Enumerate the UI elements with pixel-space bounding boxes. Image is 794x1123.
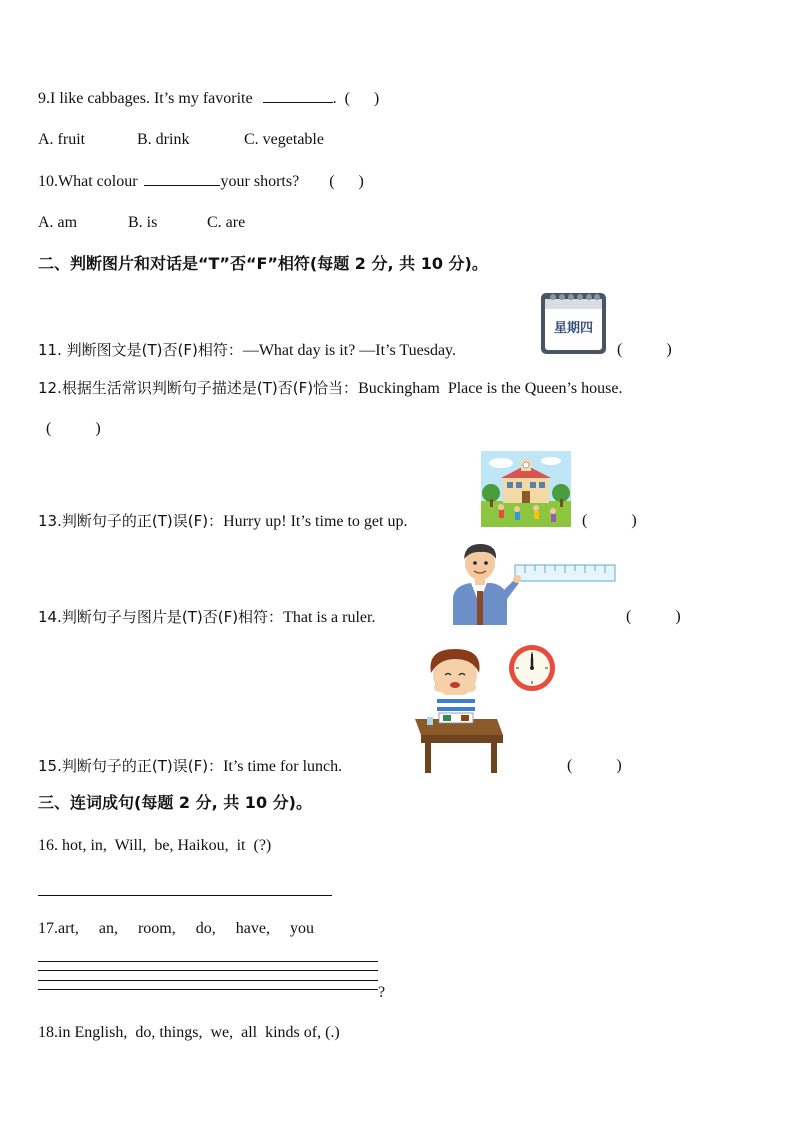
question-9: [38, 88, 379, 109]
question-13: [38, 511, 407, 532]
q11-paren[interactable]: ( ): [617, 341, 672, 358]
boy-eating-picture: [413, 645, 503, 773]
q17-question-mark: ?: [378, 984, 386, 1001]
question-18: 18.in English, do, things, we, all kinds of, (.): [38, 1024, 340, 1041]
school-picture: [481, 451, 571, 527]
question-16: 16. hot, in, Will, be, Haikou, it (?): [38, 837, 272, 854]
q10-options: [38, 213, 245, 233]
q15-paren[interactable]: ( ): [567, 757, 622, 774]
section-2-title: 二、判断图片和对话是“T”否“F”相符(每题 2 分, 共 10 分)。: [38, 254, 488, 273]
teacher-ruler-picture: [445, 541, 617, 625]
question-15: [38, 756, 342, 777]
q10-paren[interactable]: ( ): [329, 173, 364, 190]
question-11: [38, 340, 456, 361]
q17-answer-line-3[interactable]: [38, 980, 378, 981]
question-14: [38, 607, 375, 628]
question-17: 17.art, an, room, do, have, you: [38, 920, 314, 937]
q9-options: [38, 130, 324, 150]
q13-paren[interactable]: ( ): [582, 512, 637, 529]
q17-answer-line-2[interactable]: [38, 970, 378, 971]
q13-sentence: Hurry up! It’s time to get up.: [223, 513, 408, 530]
q15-instruction: 15.判断句子的正(T)误(F)：: [38, 757, 224, 775]
q10-option-b[interactable]: B. is: [128, 214, 158, 231]
q9-text: 9.I like cabbages. It’s my favorite: [38, 90, 253, 107]
clock-icon: [507, 643, 557, 693]
q14-sentence: That is a ruler.: [283, 609, 376, 626]
q17-answer-line-1[interactable]: [38, 961, 378, 962]
q10-option-a[interactable]: A. am: [38, 214, 78, 231]
calendar-icon: [540, 291, 607, 355]
q13-instruction: 13.判断句子的正(T)误(F)：: [38, 512, 224, 530]
q16-answer-line[interactable]: [38, 895, 332, 896]
section-3-title: 三、连词成句(每题 2 分, 共 10 分)。: [38, 793, 312, 812]
q11-sentence: —What day is it? —It’s Tuesday.: [242, 342, 456, 359]
q9-paren[interactable]: ( ): [344, 90, 380, 107]
q10-pre: 10.What colour: [38, 173, 138, 190]
q9-option-c[interactable]: C. vegetable: [244, 131, 324, 148]
q14-paren[interactable]: ( ): [626, 608, 681, 625]
q11-instruction: 11. 判断图文是(T)否(F)相符：: [38, 341, 243, 359]
q12-instruction: 12.根据生活常识判断句子描述是(T)否(F)恰当：: [38, 379, 359, 397]
q17-answer-line-4[interactable]: [38, 989, 378, 990]
question-12: [38, 378, 622, 399]
question-10: [38, 171, 364, 192]
q9-option-a[interactable]: A. fruit: [38, 131, 86, 148]
q12-sentence: Buckingham Place is the Queen’s house.: [358, 380, 623, 397]
q9-option-b[interactable]: B. drink: [137, 131, 190, 148]
q9-period: .: [332, 90, 337, 107]
q10-option-c[interactable]: C. are: [207, 214, 246, 231]
q14-instruction: 14.判断句子与图片是(T)否(F)相符：: [38, 608, 284, 626]
calendar-label: 星期四: [553, 321, 594, 336]
q10-blank[interactable]: [144, 171, 220, 186]
q12-paren[interactable]: ( ): [46, 420, 101, 437]
q10-post: your shorts?: [220, 173, 300, 190]
q15-sentence: It’s time for lunch.: [223, 758, 343, 775]
q9-blank[interactable]: [263, 88, 333, 103]
